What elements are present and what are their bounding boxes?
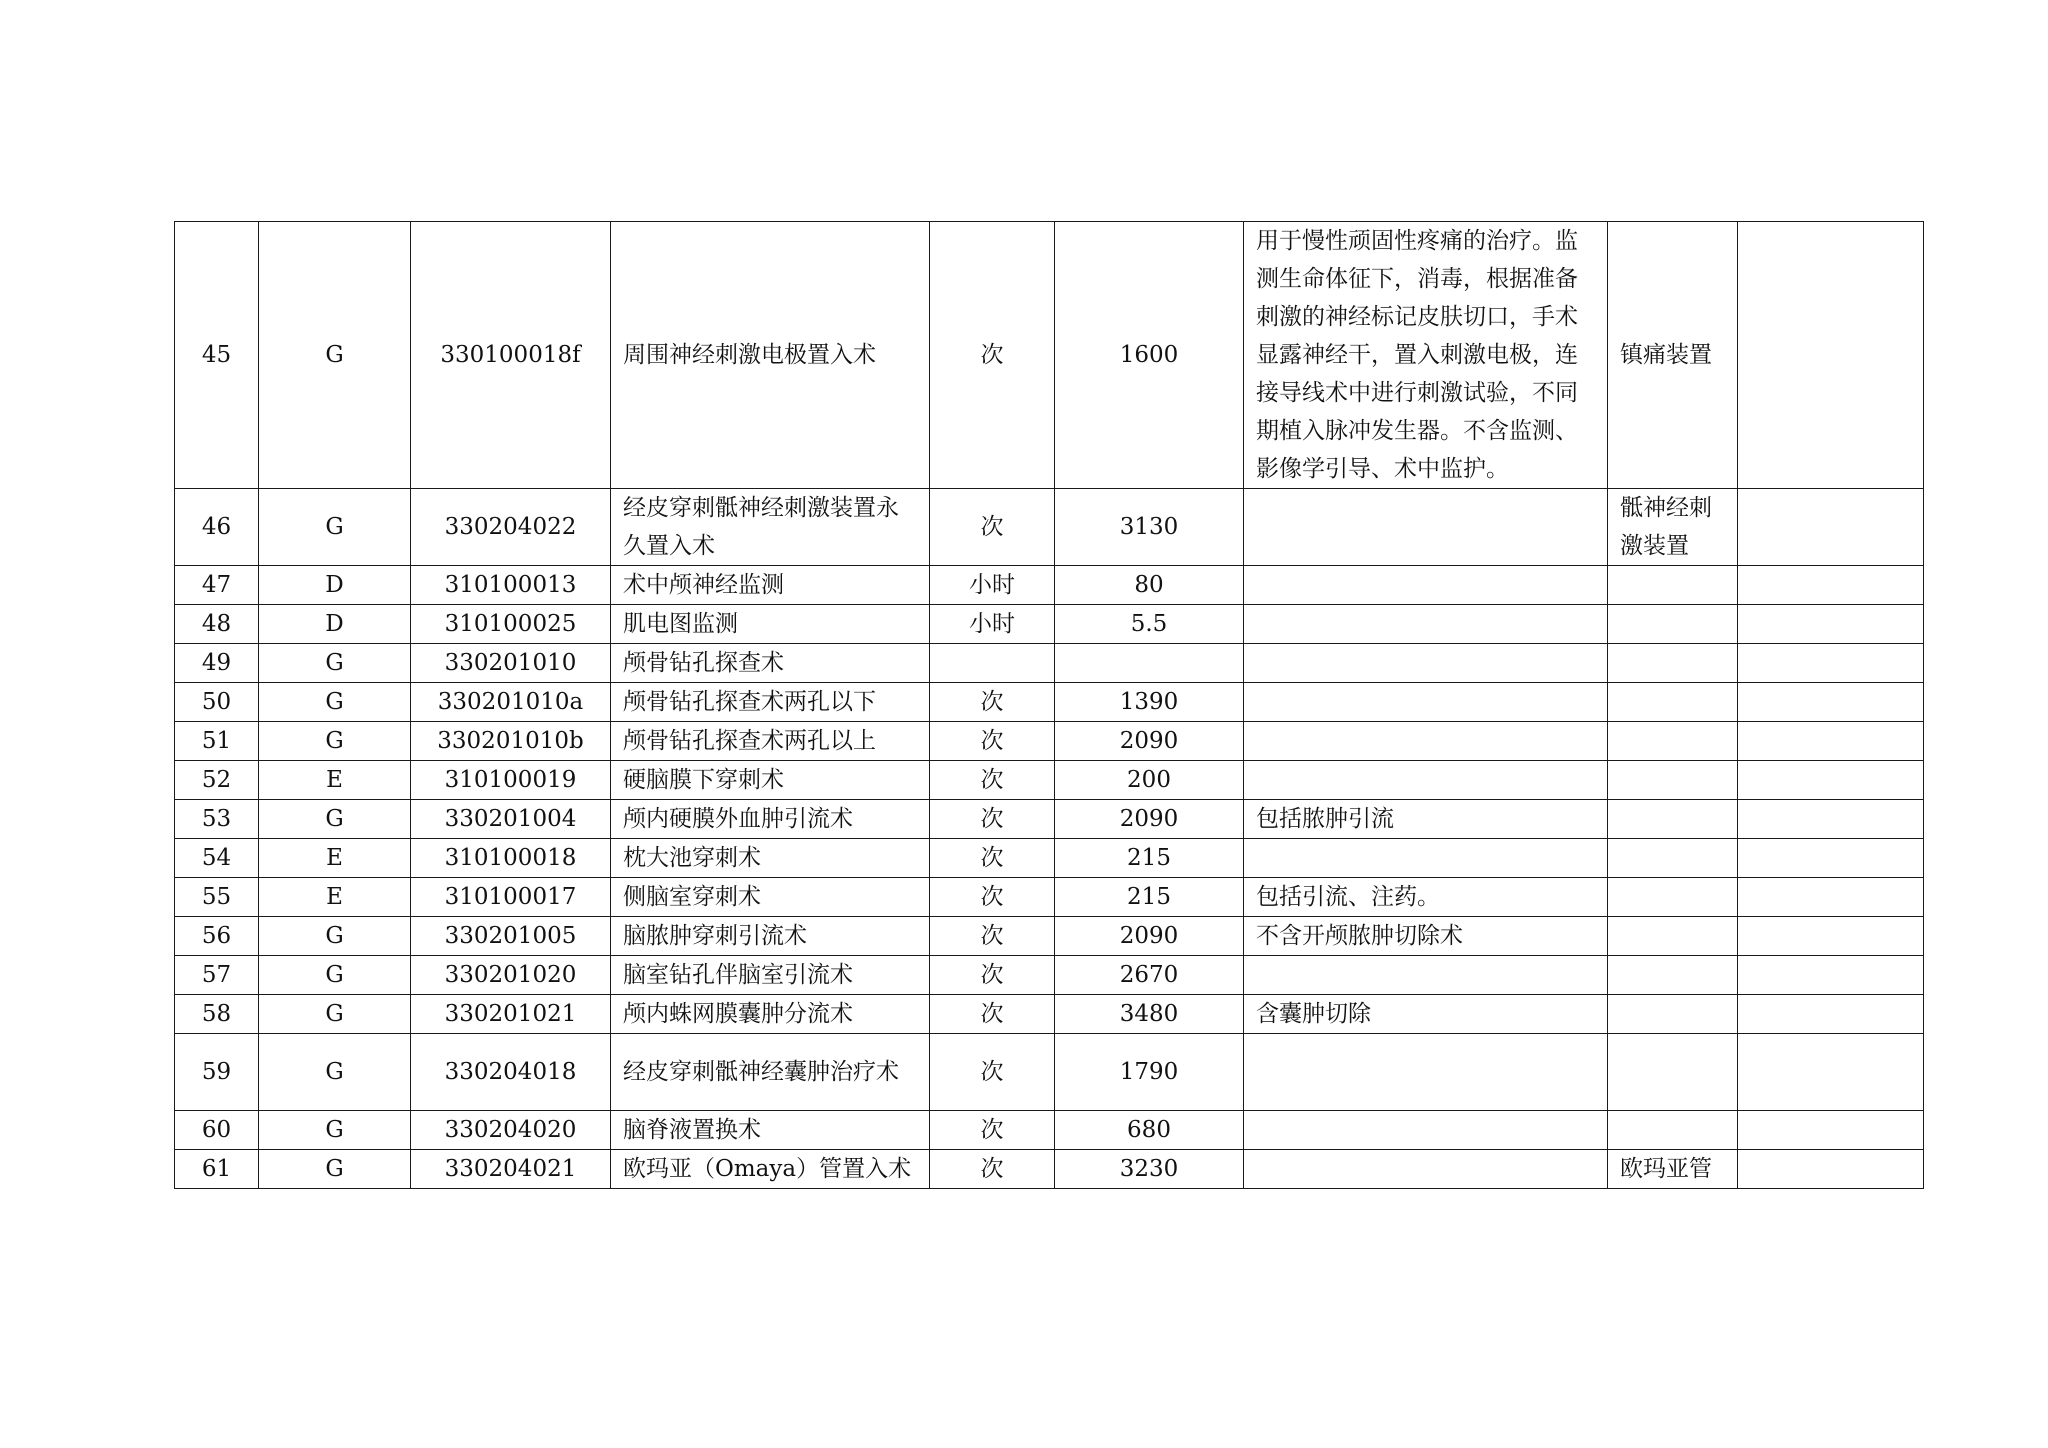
item-content-cell xyxy=(1244,839,1608,878)
table-row xyxy=(175,878,1924,917)
note-cell xyxy=(1738,995,1924,1034)
unit-cell: 次 xyxy=(930,878,1055,917)
table-row xyxy=(175,917,1924,956)
price-cell: 3130 xyxy=(1055,489,1244,566)
price-cell: 2090 xyxy=(1055,722,1244,761)
unit-cell: 次 xyxy=(930,722,1055,761)
unit-cell: 次 xyxy=(930,917,1055,956)
table-row xyxy=(175,839,1924,878)
item-code-cell: 330201021 xyxy=(411,995,611,1034)
row-number-cell: 53 xyxy=(175,800,259,839)
excluded-items-cell xyxy=(1608,878,1738,917)
category-cell: G xyxy=(259,917,411,956)
item-content-cell: 包括引流、注药。 xyxy=(1244,878,1608,917)
item-content-cell xyxy=(1244,489,1608,566)
item-content-cell xyxy=(1244,761,1608,800)
row-number-cell: 58 xyxy=(175,995,259,1034)
table-row xyxy=(175,956,1924,995)
item-name-cell: 颅内硬膜外血肿引流术 xyxy=(611,800,930,839)
item-code-cell: 330201020 xyxy=(411,956,611,995)
item-name-cell: 枕大池穿刺术 xyxy=(611,839,930,878)
item-name-cell: 术中颅神经监测 xyxy=(611,566,930,605)
item-name-cell: 经皮穿刺骶神经囊肿治疗术 xyxy=(611,1034,930,1111)
row-number-cell: 57 xyxy=(175,956,259,995)
item-name-cell: 欧玛亚（Omaya）管置入术 xyxy=(611,1150,930,1189)
excluded-items-cell: 欧玛亚管 xyxy=(1608,1150,1738,1189)
item-code-cell: 330204018 xyxy=(411,1034,611,1111)
excluded-items-cell: 镇痛装置 xyxy=(1608,222,1738,489)
row-number-cell: 52 xyxy=(175,761,259,800)
category-cell: E xyxy=(259,839,411,878)
item-content-cell xyxy=(1244,722,1608,761)
price-cell: 1390 xyxy=(1055,683,1244,722)
item-content-cell xyxy=(1244,1150,1608,1189)
note-cell xyxy=(1738,683,1924,722)
item-name-cell: 颅骨钻孔探查术两孔以下 xyxy=(611,683,930,722)
row-number-cell: 48 xyxy=(175,605,259,644)
unit-cell: 次 xyxy=(930,222,1055,489)
unit-cell: 次 xyxy=(930,489,1055,566)
item-code-cell: 310100017 xyxy=(411,878,611,917)
category-cell: G xyxy=(259,644,411,683)
category-cell: G xyxy=(259,222,411,489)
category-cell: G xyxy=(259,683,411,722)
table-row xyxy=(175,644,1924,683)
price-cell: 1790 xyxy=(1055,1034,1244,1111)
table-row xyxy=(175,1150,1924,1189)
table-row xyxy=(175,222,1924,489)
item-code-cell: 330201010 xyxy=(411,644,611,683)
item-content-cell xyxy=(1244,956,1608,995)
item-content-cell xyxy=(1244,644,1608,683)
row-number-cell: 60 xyxy=(175,1111,259,1150)
excluded-items-cell xyxy=(1608,956,1738,995)
row-number-cell: 55 xyxy=(175,878,259,917)
price-cell: 80 xyxy=(1055,566,1244,605)
item-name-cell: 周围神经刺激电极置入术 xyxy=(611,222,930,489)
note-cell xyxy=(1738,917,1924,956)
table-body xyxy=(175,222,1924,1189)
row-number-cell: 54 xyxy=(175,839,259,878)
row-number-cell: 45 xyxy=(175,222,259,489)
excluded-items-cell xyxy=(1608,605,1738,644)
item-code-cell: 330204022 xyxy=(411,489,611,566)
item-code-cell: 310100018 xyxy=(411,839,611,878)
medical-service-price-table xyxy=(174,221,1924,1189)
category-cell: G xyxy=(259,489,411,566)
excluded-items-cell xyxy=(1608,839,1738,878)
excluded-items-cell xyxy=(1608,995,1738,1034)
item-name-cell: 肌电图监测 xyxy=(611,605,930,644)
unit-cell: 次 xyxy=(930,761,1055,800)
price-cell: 215 xyxy=(1055,839,1244,878)
item-name-cell: 脑脓肿穿刺引流术 xyxy=(611,917,930,956)
category-cell: G xyxy=(259,1034,411,1111)
note-cell xyxy=(1738,566,1924,605)
note-cell xyxy=(1738,222,1924,489)
table-row xyxy=(175,761,1924,800)
excluded-items-cell xyxy=(1608,644,1738,683)
item-name-cell: 颅骨钻孔探查术 xyxy=(611,644,930,683)
item-content-cell: 含囊肿切除 xyxy=(1244,995,1608,1034)
unit-cell: 次 xyxy=(930,1111,1055,1150)
unit-cell xyxy=(930,644,1055,683)
price-cell: 2670 xyxy=(1055,956,1244,995)
table-row xyxy=(175,489,1924,566)
item-code-cell: 330100018f xyxy=(411,222,611,489)
price-cell: 215 xyxy=(1055,878,1244,917)
item-code-cell: 310100013 xyxy=(411,566,611,605)
item-name-cell: 脑室钻孔伴脑室引流术 xyxy=(611,956,930,995)
row-number-cell: 49 xyxy=(175,644,259,683)
unit-cell: 次 xyxy=(930,956,1055,995)
table-row xyxy=(175,722,1924,761)
table-row xyxy=(175,605,1924,644)
unit-cell: 次 xyxy=(930,1034,1055,1111)
item-code-cell: 330201004 xyxy=(411,800,611,839)
category-cell: G xyxy=(259,800,411,839)
category-cell: G xyxy=(259,956,411,995)
note-cell xyxy=(1738,489,1924,566)
item-name-cell: 脑脊液置换术 xyxy=(611,1111,930,1150)
item-name-cell: 侧脑室穿刺术 xyxy=(611,878,930,917)
table-row xyxy=(175,1034,1924,1111)
category-cell: E xyxy=(259,878,411,917)
table-row xyxy=(175,995,1924,1034)
item-code-cell: 330204020 xyxy=(411,1111,611,1150)
note-cell xyxy=(1738,644,1924,683)
row-number-cell: 51 xyxy=(175,722,259,761)
row-number-cell: 61 xyxy=(175,1150,259,1189)
excluded-items-cell xyxy=(1608,1111,1738,1150)
item-content-cell xyxy=(1244,683,1608,722)
unit-cell: 次 xyxy=(930,839,1055,878)
price-cell: 2090 xyxy=(1055,800,1244,839)
table-row xyxy=(175,566,1924,605)
item-name-cell: 颅内蛛网膜囊肿分流术 xyxy=(611,995,930,1034)
excluded-items-cell: 骶神经刺激装置 xyxy=(1608,489,1738,566)
item-content-cell: 用于慢性顽固性疼痛的治疗。监测生命体征下，消毒，根据准备刺激的神经标记皮肤切口，手术显露神经干，置入刺激电极，连接导线术中进行刺激试验，不同期植入脉冲发生器。不含监测、影像学引导、术中监护。 xyxy=(1244,222,1608,489)
item-name-cell: 颅骨钻孔探查术两孔以上 xyxy=(611,722,930,761)
note-cell xyxy=(1738,878,1924,917)
excluded-items-cell xyxy=(1608,917,1738,956)
excluded-items-cell xyxy=(1608,761,1738,800)
unit-cell: 小时 xyxy=(930,566,1055,605)
price-cell: 2090 xyxy=(1055,917,1244,956)
note-cell xyxy=(1738,722,1924,761)
note-cell xyxy=(1738,956,1924,995)
category-cell: G xyxy=(259,1150,411,1189)
note-cell xyxy=(1738,800,1924,839)
item-content-cell xyxy=(1244,566,1608,605)
category-cell: G xyxy=(259,1111,411,1150)
unit-cell: 次 xyxy=(930,683,1055,722)
item-name-cell: 经皮穿刺骶神经刺激装置永久置入术 xyxy=(611,489,930,566)
row-number-cell: 47 xyxy=(175,566,259,605)
item-content-cell xyxy=(1244,605,1608,644)
item-code-cell: 330201010b xyxy=(411,722,611,761)
note-cell xyxy=(1738,839,1924,878)
item-content-cell xyxy=(1244,1034,1608,1111)
excluded-items-cell xyxy=(1608,683,1738,722)
note-cell xyxy=(1738,761,1924,800)
item-name-cell: 硬脑膜下穿刺术 xyxy=(611,761,930,800)
excluded-items-cell xyxy=(1608,800,1738,839)
item-content-cell xyxy=(1244,1111,1608,1150)
price-cell xyxy=(1055,644,1244,683)
item-code-cell: 310100025 xyxy=(411,605,611,644)
excluded-items-cell xyxy=(1608,722,1738,761)
table-row xyxy=(175,800,1924,839)
category-cell: E xyxy=(259,761,411,800)
excluded-items-cell xyxy=(1608,566,1738,605)
table-row xyxy=(175,1111,1924,1150)
note-cell xyxy=(1738,605,1924,644)
excluded-items-cell xyxy=(1608,1034,1738,1111)
price-cell: 3480 xyxy=(1055,995,1244,1034)
price-cell: 3230 xyxy=(1055,1150,1244,1189)
category-cell: G xyxy=(259,995,411,1034)
item-code-cell: 310100019 xyxy=(411,761,611,800)
category-cell: D xyxy=(259,566,411,605)
item-content-cell: 不含开颅脓肿切除术 xyxy=(1244,917,1608,956)
item-code-cell: 330204021 xyxy=(411,1150,611,1189)
item-code-cell: 330201010a xyxy=(411,683,611,722)
row-number-cell: 46 xyxy=(175,489,259,566)
category-cell: D xyxy=(259,605,411,644)
item-code-cell: 330201005 xyxy=(411,917,611,956)
price-cell: 200 xyxy=(1055,761,1244,800)
table-row xyxy=(175,683,1924,722)
note-cell xyxy=(1738,1034,1924,1111)
price-cell: 5.5 xyxy=(1055,605,1244,644)
row-number-cell: 56 xyxy=(175,917,259,956)
unit-cell: 小时 xyxy=(930,605,1055,644)
row-number-cell: 50 xyxy=(175,683,259,722)
price-cell: 1600 xyxy=(1055,222,1244,489)
category-cell: G xyxy=(259,722,411,761)
item-content-cell: 包括脓肿引流 xyxy=(1244,800,1608,839)
price-table-sheet xyxy=(174,221,1923,1189)
price-cell: 680 xyxy=(1055,1111,1244,1150)
unit-cell: 次 xyxy=(930,995,1055,1034)
unit-cell: 次 xyxy=(930,800,1055,839)
note-cell xyxy=(1738,1111,1924,1150)
note-cell xyxy=(1738,1150,1924,1189)
unit-cell: 次 xyxy=(930,1150,1055,1189)
row-number-cell: 59 xyxy=(175,1034,259,1111)
